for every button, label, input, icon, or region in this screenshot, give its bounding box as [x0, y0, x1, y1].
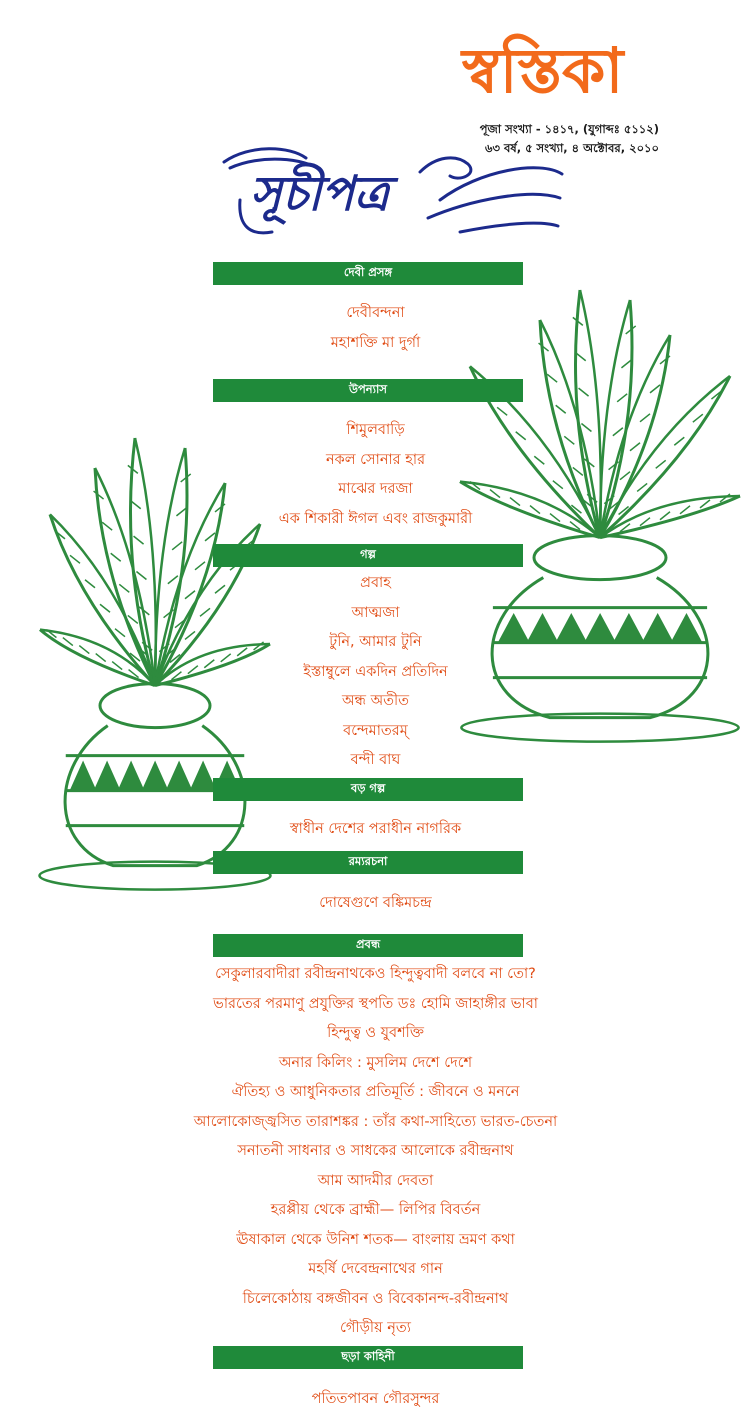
contents-entry[interactable]: চিলেকোঠায় বঙ্গজীবন ও বিবেকানন্দ-রবীন্দ্রনাথ: [242, 1290, 509, 1307]
section-header: ছড়া কাহিনী: [213, 1346, 523, 1369]
section-header: দেবী প্রসঙ্গ: [213, 262, 523, 285]
contents-entry[interactable]: সেকুলারবাদীরা রবীন্দ্রনাথকেও হিন্দুত্ববাদী বলবে না তো?: [215, 966, 536, 982]
contents-entry[interactable]: আত্মজা: [351, 604, 400, 621]
contents-entry[interactable]: এক শিকারী ঈগল এবং রাজকুমারী: [278, 510, 473, 527]
contents-entry[interactable]: হিন্দুত্ব ও যুবশক্তি: [327, 1025, 424, 1041]
contents-entry[interactable]: ঐতিহ্য ও আধুনিকতার প্রতিমূর্তি : জীবনে ও মননে: [231, 1084, 520, 1100]
contents-entry[interactable]: আম আদমীর দেবতা: [317, 1172, 434, 1189]
section-header: উপন্যাস: [213, 379, 523, 402]
contents-entry[interactable]: দেবীবন্দনা: [346, 305, 405, 321]
contents-entry[interactable]: মাঝের দরজা: [338, 481, 413, 497]
section-header: বড় গল্প: [213, 778, 523, 801]
section-header: রম্যরচনা: [213, 851, 523, 874]
contents-entry[interactable]: ইস্তাম্বুলে একদিন প্রতিদিন: [303, 663, 448, 680]
contents-entry[interactable]: মহর্ষি দেবেন্দ্রনাথের গান: [308, 1261, 443, 1277]
contents-entry[interactable]: ঊষাকাল থেকে উনিশ শতক— বাংলায় ভ্রমণ কথা: [236, 1231, 515, 1248]
contents-entry[interactable]: সনাতনী সাধনার ও সাধকের আলোকে রবীন্দ্রনাথ: [237, 1143, 514, 1159]
contents-entry[interactable]: গৌড়ীয় নৃত্য: [340, 1320, 411, 1336]
contents-entry[interactable]: নকল সোনার হার: [325, 451, 426, 468]
contents-entry[interactable]: অন্ধ অতীত: [341, 693, 410, 709]
contents-entry[interactable]: দোষেগুণে বঙ্কিমচন্দ্র: [319, 895, 432, 911]
contents-entry[interactable]: বন্দেমাতরম্‌: [343, 722, 408, 739]
issue-info-line-1: পূজা সংখ্যা - ১৪১৭, (যুগাব্দঃ ৫১১২): [479, 122, 659, 136]
contents-calligraphy-heading: [210, 140, 570, 245]
contents-entry[interactable]: অনার কিলিং : মুসলিম দেশে দেশে: [278, 1054, 473, 1071]
masthead-title: স্বস্তিকা: [462, 34, 624, 107]
contents-entry[interactable]: স্বাধীন দেশের পরাধীন নাগরিক: [289, 821, 462, 837]
contents-entry[interactable]: প্রবাহ: [360, 575, 391, 591]
contents-entry[interactable]: শিমুলবাড়ি: [346, 422, 405, 438]
contents-entry[interactable]: হরপ্পীয় থেকে ব্রাহ্মী— লিপির বিবর্তন: [270, 1202, 481, 1218]
contents-entry[interactable]: পতিতপাবন গৌরসুন্দর: [311, 1391, 440, 1407]
contents-heading-text: সূচীপত্র: [250, 166, 390, 222]
contents-entry[interactable]: বন্দী বাঘ: [350, 752, 401, 768]
contents-entry[interactable]: মহাশক্তি মা দুর্গা: [330, 334, 421, 351]
section-header: প্রবন্ধ: [213, 934, 523, 957]
contents-entry[interactable]: ভারতের পরমাণু প্রযুক্তির স্থপতি ডঃ হোমি জাহাঙ্গীর ভাবা: [213, 995, 538, 1012]
section-header: গল্প: [213, 544, 523, 567]
contents-entry[interactable]: টুনি, আমার টুনি: [329, 634, 422, 650]
contents-entry[interactable]: আলোকোজ্জ্বসিত তারাশঙ্কর : তাঁর কথা-সাহিত্যে ভারত-চেতনা: [193, 1113, 558, 1130]
issue-info-line-2: ৬৩ বর্ষ, ৫ সংখ্যা, ৪ অক্টোবর, ২০১০: [485, 141, 659, 155]
